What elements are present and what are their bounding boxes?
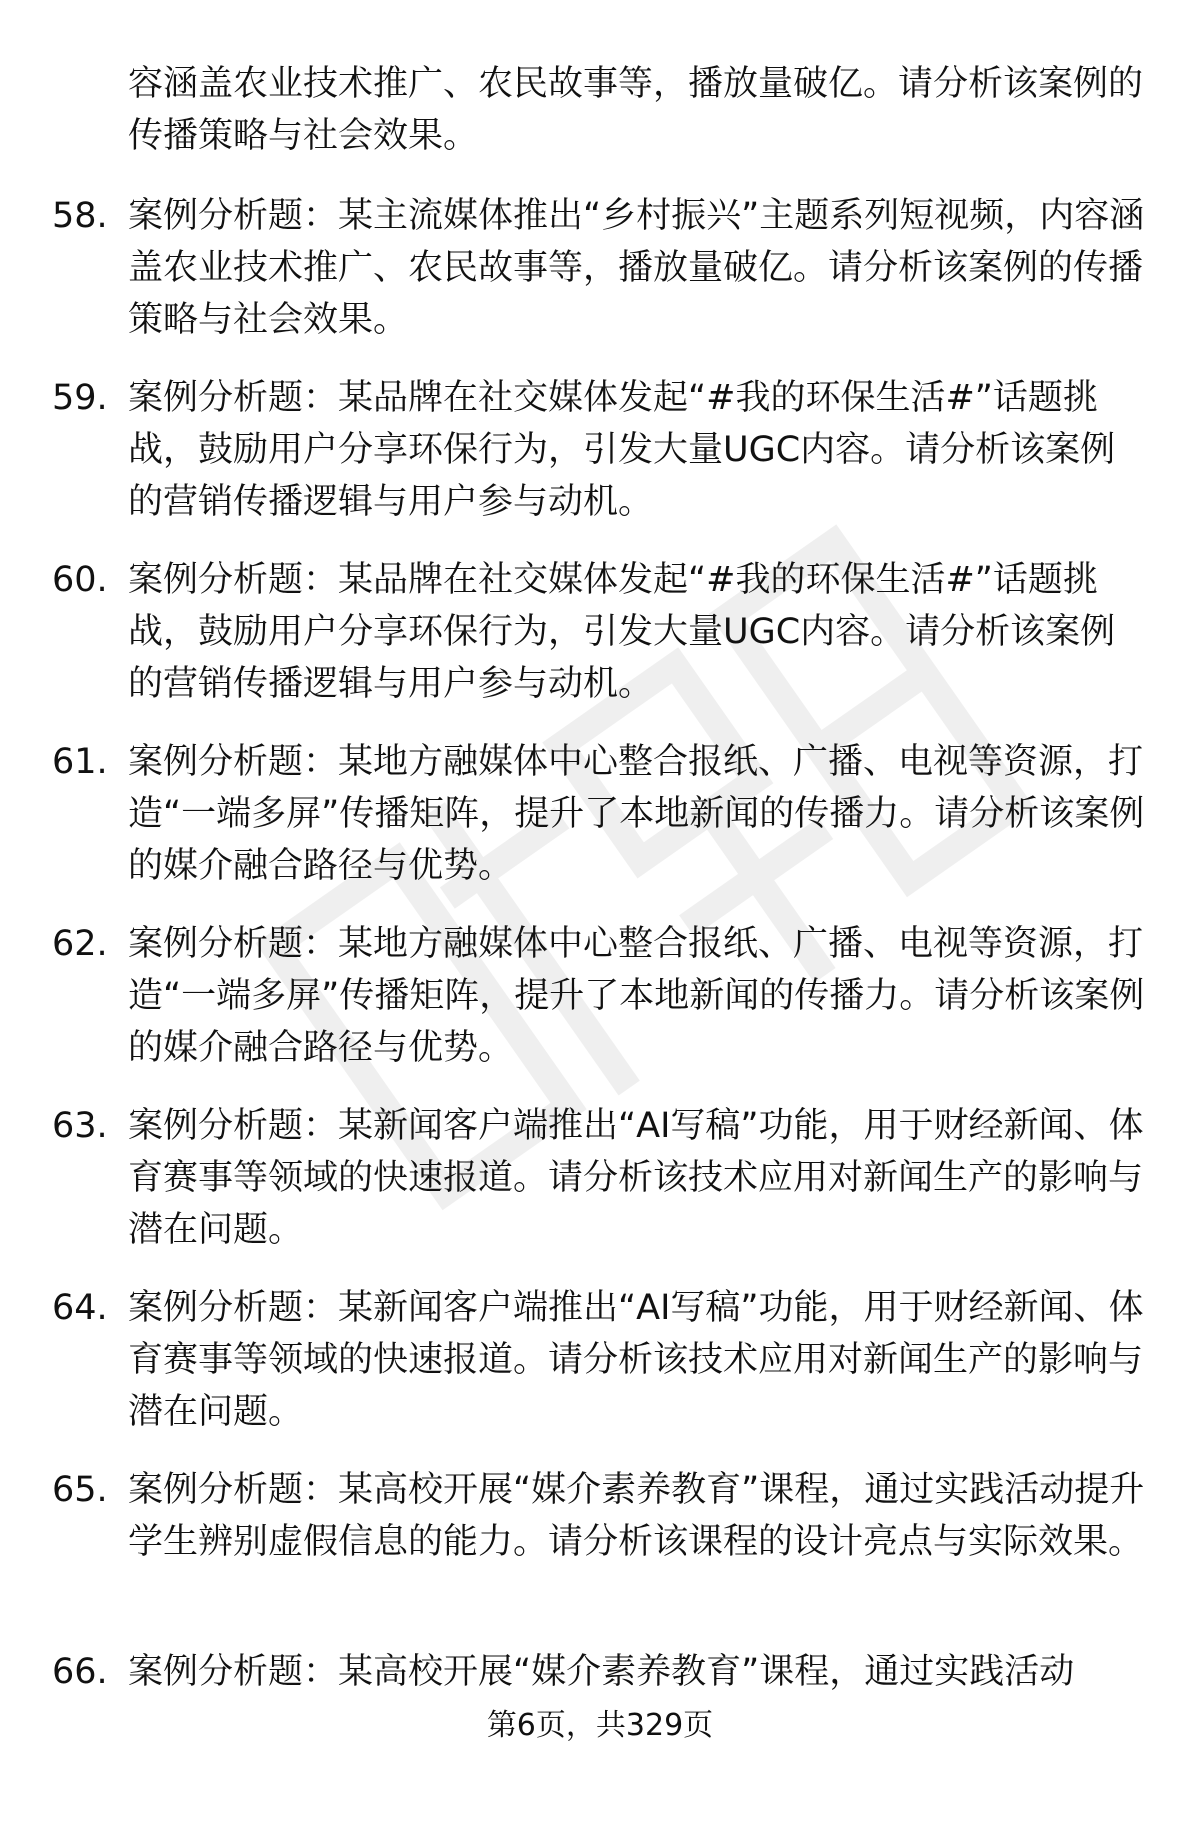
question-number: 58. — [52, 196, 108, 236]
question-number: 62. — [52, 924, 108, 964]
question-text: 案例分析题：某高校开展“媒介素养教育”课程，通过实践活动 — [128, 1652, 1075, 1692]
question-number: 59. — [52, 378, 108, 418]
question-number: 64. — [52, 1288, 108, 1328]
question-item — [0, 1100, 1200, 1282]
question-text: 案例分析题：某高校开展“媒介素养教育”课程，通过实践活动提升学生辨别虚假信息的能力。请分析该课程的设计亮点与实际效果。 — [128, 1470, 1145, 1562]
question-text: 案例分析题：某新闻客户端推出“AI写稿”功能，用于财经新闻、体育赛事等领域的快速报道。请分析该技术应用对新闻生产的影响与潜在问题。 — [128, 1288, 1144, 1432]
question-item — [0, 372, 1200, 554]
question-item — [0, 1282, 1200, 1464]
question-item — [0, 190, 1200, 372]
continued-question-text: 容涵盖农业技术推广、农民故事等，播放量破亿。请分析该案例的传播策略与社会效果。 — [128, 64, 1144, 156]
question-item — [0, 554, 1200, 736]
question-text: 案例分析题：某主流媒体推出“乡村振兴”主题系列短视频，内容涵盖农业技术推广、农民故事等，播放量破亿。请分析该案例的传播策略与社会效果。 — [128, 196, 1145, 340]
page-footer: 第6页，共329页 — [486, 1708, 714, 1743]
question-text: 案例分析题：某地方融媒体中心整合报纸、广播、电视等资源，打造“一端多屏”传播矩阵，提升了本地新闻的传播力。请分析该案例的媒介融合路径与优势。 — [128, 742, 1145, 886]
question-item — [0, 918, 1200, 1100]
question-item — [0, 736, 1200, 918]
question-list — [0, 190, 1200, 1828]
question-number: 66. — [52, 1652, 108, 1692]
question-text: 案例分析题：某品牌在社交媒体发起“#我的环保生活#”话题挑战，鼓励用户分享环保行为，引发大量UGC内容。请分析该案例的营销传播逻辑与用户参与动机。 — [128, 560, 1116, 704]
question-text: 案例分析题：某新闻客户端推出“AI写稿”功能，用于财经新闻、体育赛事等领域的快速报道。请分析该技术应用对新闻生产的影响与潜在问题。 — [128, 1106, 1144, 1250]
question-text: 案例分析题：某品牌在社交媒体发起“#我的环保生活#”话题挑战，鼓励用户分享环保行为，引发大量UGC内容。请分析该案例的营销传播逻辑与用户参与动机。 — [128, 378, 1116, 522]
question-number: 63. — [52, 1106, 108, 1146]
question-number: 61. — [52, 742, 108, 782]
question-number: 60. — [52, 560, 108, 600]
question-number: 65. — [52, 1470, 108, 1510]
question-text: 案例分析题：某地方融媒体中心整合报纸、广播、电视等资源，打造“一端多屏”传播矩阵，提升了本地新闻的传播力。请分析该案例的媒介融合路径与优势。 — [128, 924, 1145, 1068]
question-item — [0, 1464, 1200, 1646]
